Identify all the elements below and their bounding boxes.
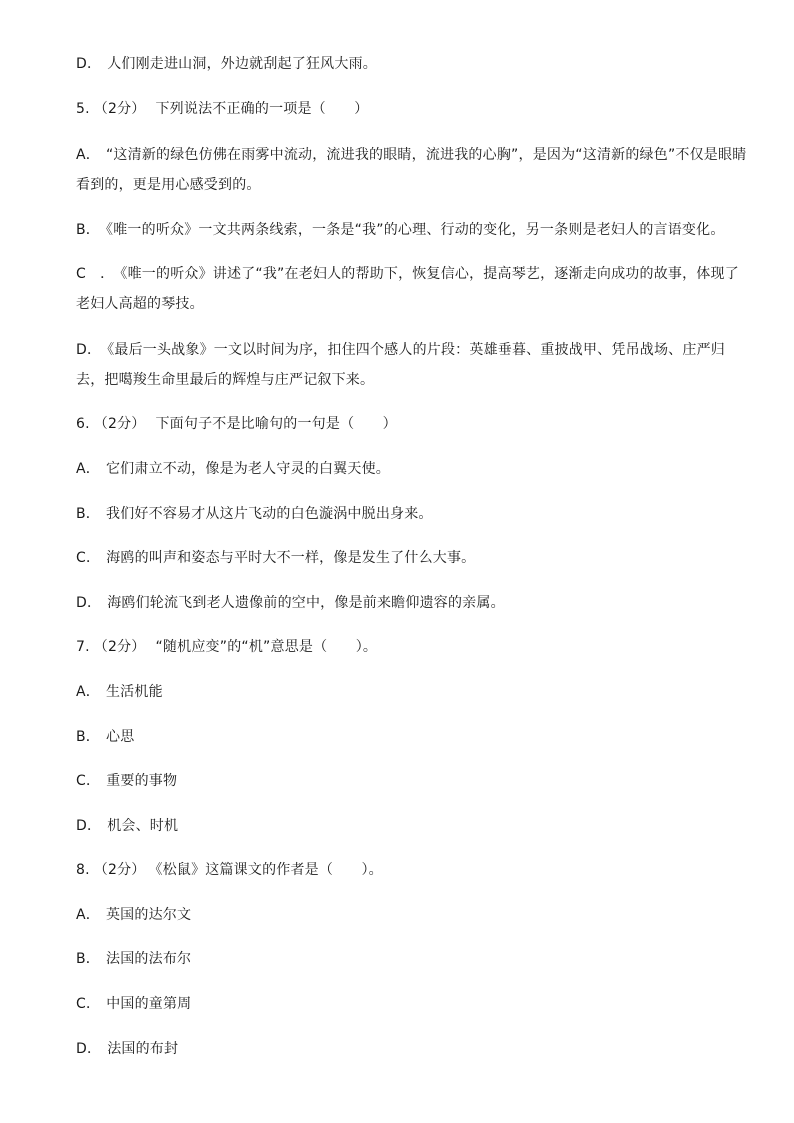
option-text: 心思	[106, 729, 135, 745]
option-q7-c	[76, 771, 752, 791]
option-letter: B．	[76, 729, 101, 745]
question-score: （2分）	[93, 416, 146, 432]
option-text: 海鸥的叫声和姿态与平时大不一样，像是发生了什么大事。	[106, 550, 476, 566]
option-q8-a	[76, 905, 752, 925]
option-letter: B．	[76, 951, 101, 967]
option-letter: C．	[76, 550, 101, 566]
option-q6-b	[76, 504, 752, 524]
option-text: 法国的法布尔	[106, 951, 192, 967]
option-text: 机会、时机	[107, 818, 179, 834]
question-text: 下列说法不正确的一项是（ ）	[155, 101, 369, 117]
question-7	[76, 637, 752, 657]
option-q5-b	[76, 220, 752, 240]
option-text: 法国的布封	[107, 1041, 179, 1057]
option-letter: C ．	[76, 266, 115, 282]
option-text: 生活机能	[105, 684, 163, 700]
option-q6-c	[76, 548, 752, 568]
option-q5-a	[76, 140, 752, 200]
option-q5-d	[76, 335, 752, 395]
option-letter: D．	[76, 595, 102, 611]
option-text: 英国的达尔文	[105, 907, 192, 923]
question-text: 《松鼠》这篇课文的作者是（ ）。	[155, 862, 383, 878]
option-text: 重要的事物	[106, 773, 178, 789]
option-letter: D．	[76, 56, 102, 72]
question-score: （2分）	[93, 862, 146, 878]
option-letter: B．	[76, 222, 101, 238]
option-text: 人们刚走进山洞，外边就刮起了狂风大雨。	[107, 56, 377, 72]
option-text: 《唯一的听众》讲述了“我”在老妇人的帮助下，恢复信心，提高琴艺，逐渐走向成功的故事，体现了老妇人高超的琴技。	[76, 266, 739, 312]
option-letter: A．	[76, 461, 100, 477]
question-score: （2分）	[93, 101, 146, 117]
option-letter: C．	[76, 996, 101, 1012]
question-number: 5.	[76, 101, 90, 117]
option-q6-d	[76, 593, 752, 613]
option-text: 它们肃立不动，像是为老人守灵的白翼天使。	[105, 461, 390, 477]
option-text: 《唯一的听众》一文共两条线索，一条是“我”的心理、行动的变化，另一条则是老妇人的言语变化。	[106, 222, 725, 238]
question-8	[76, 860, 752, 880]
question-number: 7.	[76, 639, 90, 655]
option-text: 海鸥们轮流飞到老人遗像前的空中，像是前来瞻仰遗容的亲属。	[107, 595, 505, 611]
option-letter: D．	[76, 818, 102, 834]
option-q8-d	[76, 1039, 752, 1059]
option-q7-d	[76, 816, 752, 836]
option-q8-c	[76, 994, 752, 1014]
option-text: 《最后一头战象》一文以时间为序，扣住四个感人的片段：英雄垂暮、重披战甲、凭吊战场、庄严归去，把噶羧生命里最后的辉煌与庄严记叙下来。	[76, 342, 725, 388]
option-text: 我们好不容易才从这片飞动的白色漩涡中脱出身来。	[106, 506, 433, 522]
option-q4-d	[76, 54, 752, 74]
option-letter: C．	[76, 773, 101, 789]
question-5	[76, 99, 752, 119]
option-q8-b	[76, 949, 752, 969]
question-6	[76, 414, 752, 434]
question-number: 8.	[76, 862, 90, 878]
question-score: （2分）	[93, 639, 146, 655]
option-q5-c	[76, 259, 752, 319]
question-text: 下面句子不是比喻句的一句是（ ）	[155, 416, 397, 432]
question-text: “随机应变”的“机”意思是（ ）。	[155, 639, 378, 655]
option-q7-a	[76, 682, 752, 702]
option-text: “这清新的绿色仿佛在雨雾中流动，流进我的眼睛，流进我的心胸”，是因为“这清新的绿色”不仅是眼睛看到的，更是用心感受到的。	[76, 147, 747, 193]
option-letter: A．	[76, 907, 100, 923]
option-letter: A．	[76, 684, 100, 700]
option-letter: A．	[76, 147, 100, 163]
option-letter: D．	[76, 342, 102, 358]
option-q6-a	[76, 459, 752, 479]
question-number: 6.	[76, 416, 90, 432]
option-letter: D．	[76, 1041, 102, 1057]
option-q7-b	[76, 727, 752, 747]
option-letter: B．	[76, 506, 101, 522]
option-text: 中国的童第周	[106, 996, 192, 1012]
